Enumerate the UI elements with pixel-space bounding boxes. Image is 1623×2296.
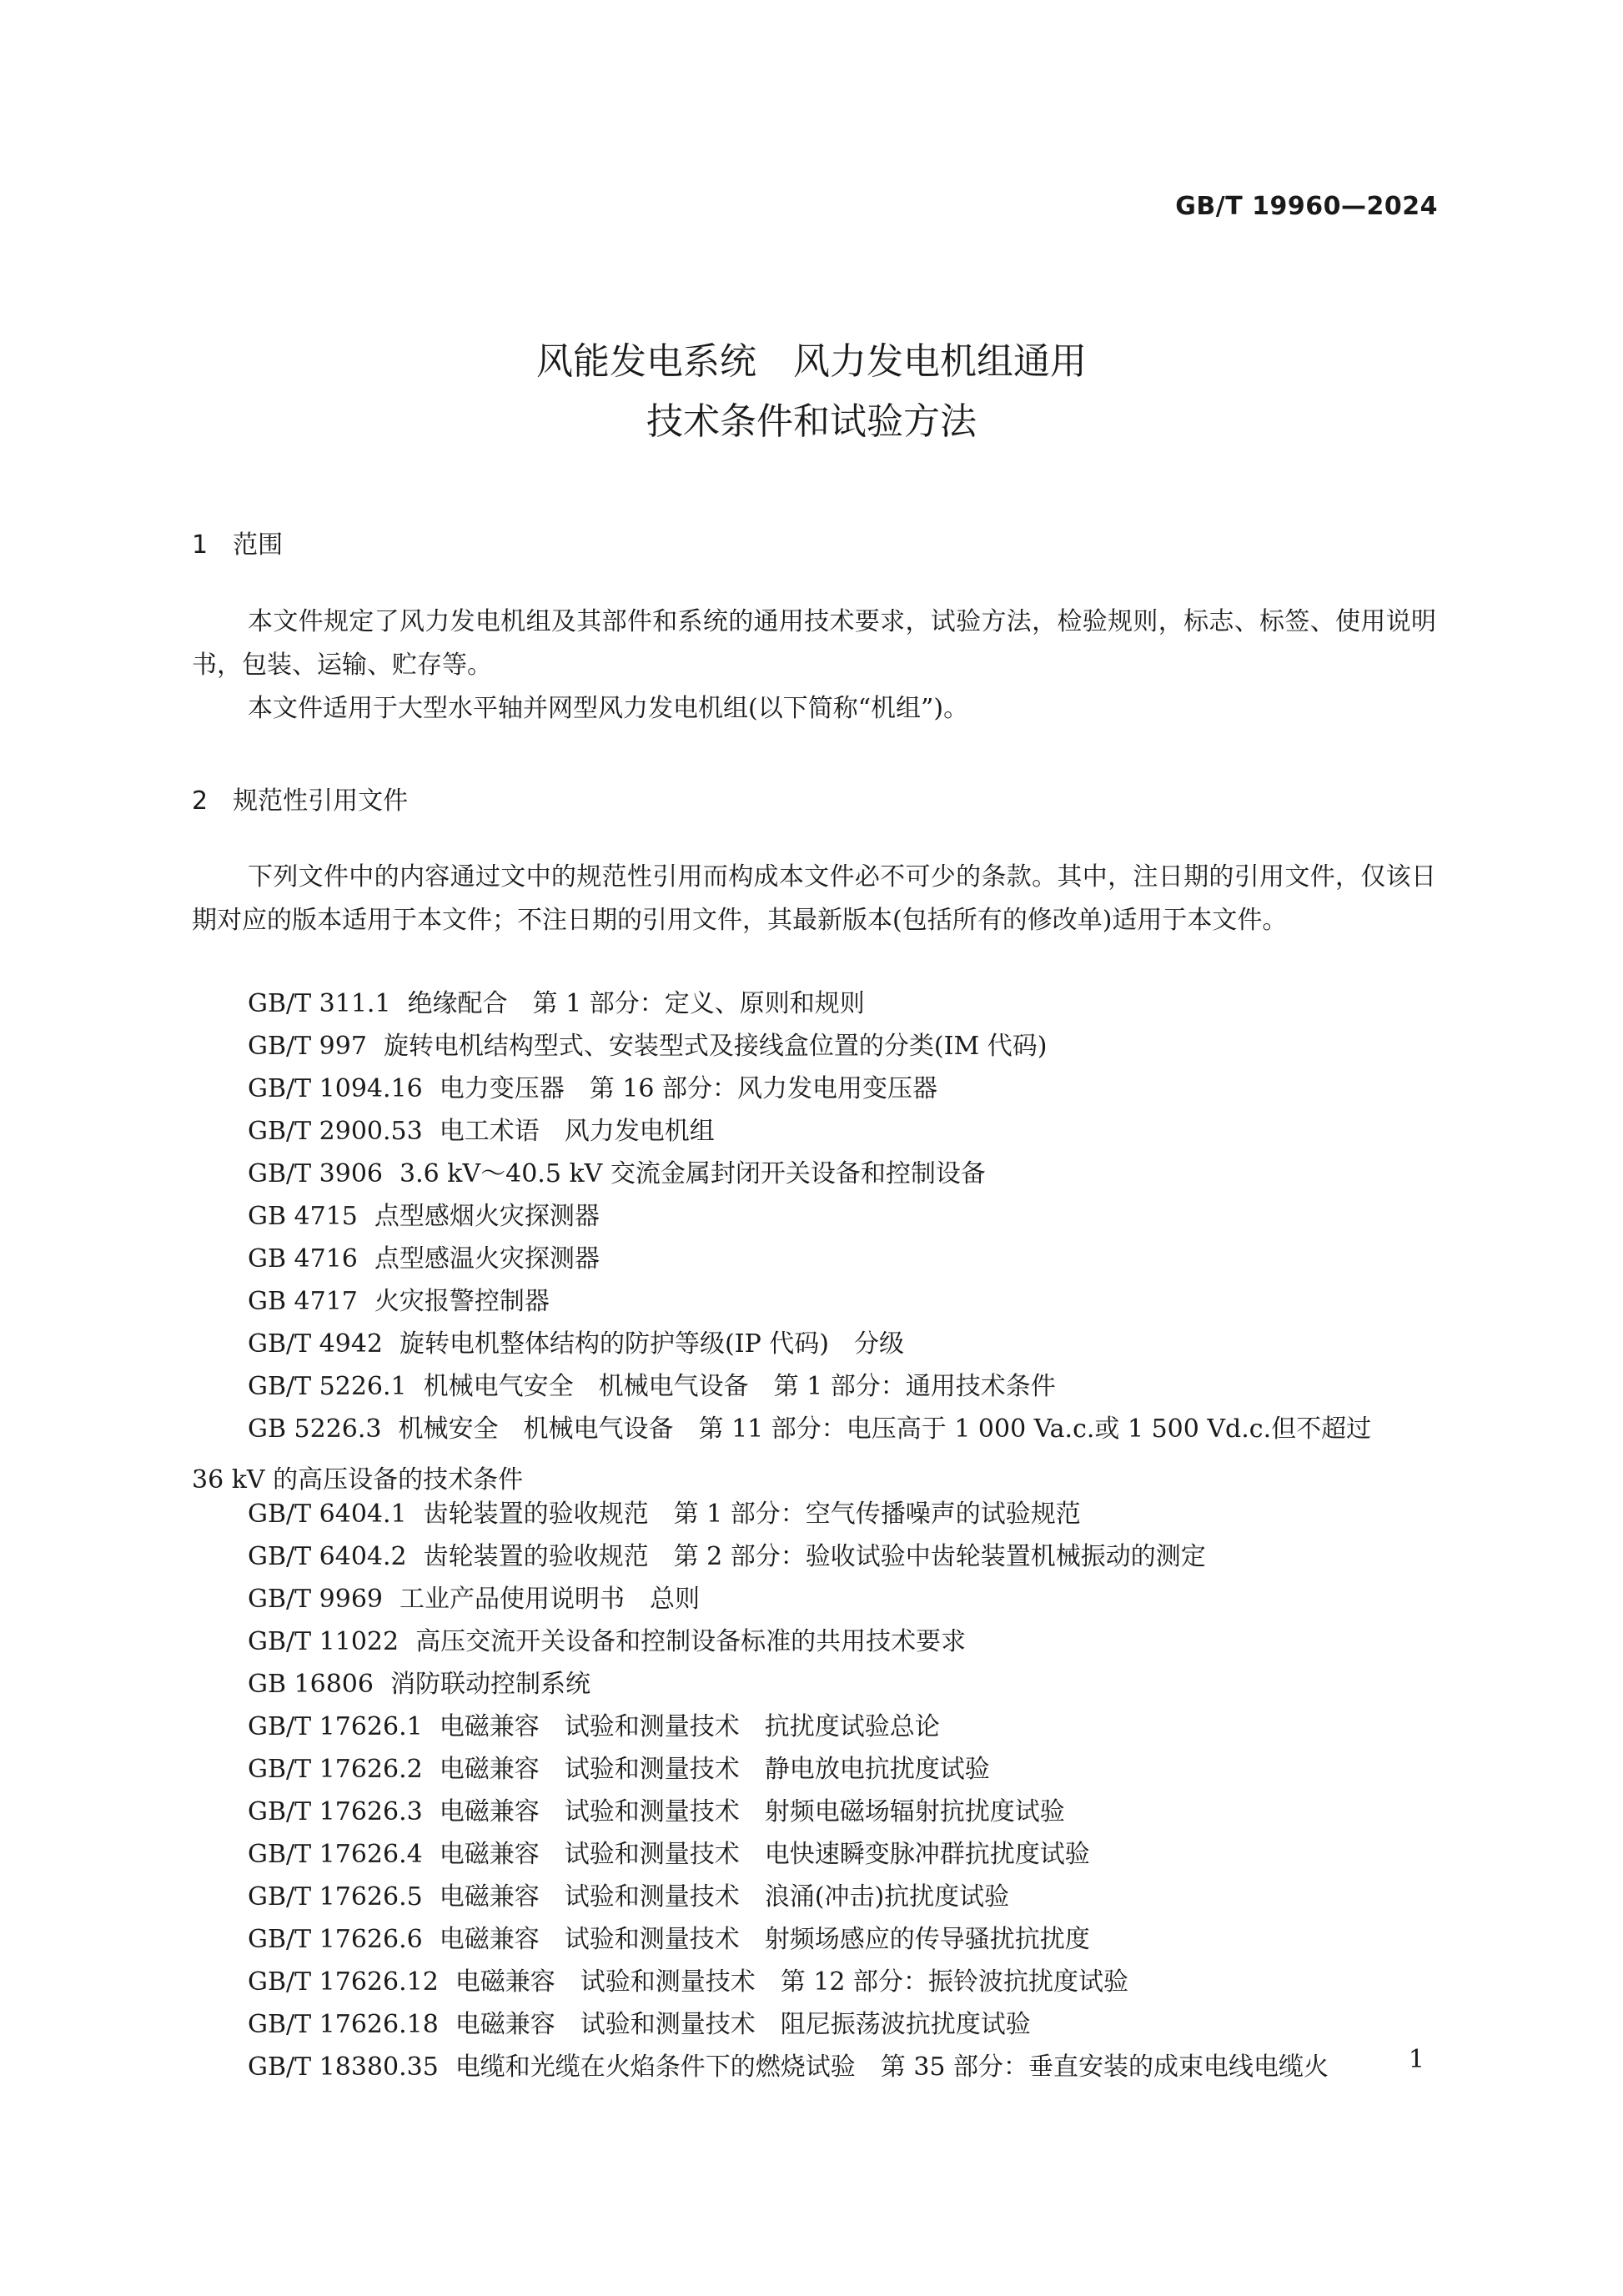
reference-item	[248, 1408, 1371, 1451]
reference-code: GB/T 18380.35	[248, 2052, 439, 2082]
reference-item	[248, 1620, 966, 1664]
reference-item	[248, 2046, 1329, 2089]
reference-continuation: 36 kV 的高压设备的技术条件	[192, 1465, 524, 1495]
reference-title: 3.6 kV～40.5 kV 交流金属封闭开关设备和控制设备	[399, 1159, 986, 1188]
reference-title: 旋转电机整体结构的防护等级(IP 代码) 分级	[399, 1329, 904, 1359]
reference-item	[248, 1663, 590, 1706]
reference-code: GB/T 17626.3	[248, 1797, 423, 1826]
reference-code: GB/T 6404.1	[248, 1500, 407, 1529]
reference-item	[248, 1195, 600, 1238]
reference-title: 点型感烟火灾探测器	[374, 1202, 600, 1231]
reference-item	[248, 1153, 986, 1196]
reference-item	[248, 982, 865, 1026]
section-1-paragraph-2: 本文件适用于大型水平轴并网型风力发电机组(以下简称“机组”)。	[248, 694, 969, 723]
reference-item	[248, 1025, 1047, 1068]
reference-code: GB/T 2900.53	[248, 1117, 423, 1146]
reference-code: GB/T 4942	[248, 1329, 384, 1359]
reference-title: 电磁兼容 试验和测量技术 射频场感应的传导骚扰抗扰度	[439, 1925, 1090, 1954]
reference-item	[248, 1961, 1128, 2004]
reference-item	[248, 1323, 904, 1366]
reference-title: 旋转电机结构型式、安装型式及接线盒位置的分类(IM 代码)	[383, 1032, 1048, 1061]
reference-item	[248, 1706, 940, 1749]
reference-code: GB/T 17626.1	[248, 1712, 423, 1741]
reference-code: GB/T 17626.2	[248, 1755, 423, 1784]
reference-item	[248, 1833, 1090, 1876]
reference-code: GB 5226.3	[248, 1414, 382, 1444]
reference-title: 电磁兼容 试验和测量技术 浪涌(冲击)抗扰度试验	[439, 1882, 1010, 1912]
reference-title: 齿轮装置的验收规范 第 2 部分：验收试验中齿轮装置机械振动的测定	[423, 1542, 1206, 1571]
reference-title: 电磁兼容 试验和测量技术 阻尼振荡波抗扰度试验	[455, 2010, 1031, 2039]
standard-number: GB/T 19960—2024	[1175, 192, 1438, 221]
reference-title: 电磁兼容 试验和测量技术 抗扰度试验总论	[439, 1712, 940, 1741]
reference-code: GB 4717	[248, 1287, 358, 1316]
reference-item	[248, 1068, 937, 1111]
reference-item	[248, 2003, 1031, 2047]
reference-code: GB/T 3906	[248, 1159, 384, 1188]
reference-item	[248, 1748, 990, 1791]
reference-item	[248, 1535, 1206, 1579]
reference-title: 电磁兼容 试验和测量技术 静电放电抗扰度试验	[439, 1755, 990, 1784]
reference-item	[248, 1791, 1065, 1834]
title-line-1: 风能发电系统 风力发电机组通用	[536, 340, 1087, 383]
reference-item	[248, 1578, 700, 1621]
page-number: 1	[1408, 2045, 1425, 2074]
reference-item	[248, 1110, 715, 1153]
reference-item	[248, 1280, 550, 1324]
reference-title: 电磁兼容 试验和测量技术 电快速瞬变脉冲群抗扰度试验	[439, 1840, 1090, 1869]
reference-code: GB/T 17626.4	[248, 1840, 423, 1869]
reference-item	[248, 1493, 1081, 1536]
section-1-heading: 1 范围	[192, 530, 284, 560]
reference-title: 火灾报警控制器	[374, 1287, 550, 1316]
reference-title: 消防联动控制系统	[389, 1670, 590, 1699]
reference-title: 工业产品使用说明书 总则	[399, 1585, 701, 1614]
reference-item	[248, 1365, 1056, 1409]
reference-title: 机械安全 机械电气设备 第 11 部分：电压高于 1 000 Va.c.或 1 500 Vd.c.但不超过	[398, 1414, 1372, 1444]
reference-title: 电磁兼容 试验和测量技术 第 12 部分：振铃波抗扰度试验	[455, 1967, 1129, 1997]
reference-code: GB/T 5226.1	[248, 1372, 407, 1401]
reference-code: GB/T 17626.6	[248, 1925, 423, 1954]
reference-title: 电工术语 风力发电机组	[439, 1117, 715, 1146]
reference-code: GB/T 17626.18	[248, 2010, 439, 2039]
reference-code: GB/T 17626.12	[248, 1967, 439, 1997]
reference-title: 机械电气安全 机械电气设备 第 1 部分：通用技术条件	[423, 1372, 1056, 1401]
reference-item	[248, 1238, 600, 1281]
document-title	[0, 332, 1623, 452]
reference-title: 高压交流开关设备和控制设备标准的共用技术要求	[415, 1627, 967, 1656]
reference-code: GB/T 17626.5	[248, 1882, 423, 1912]
title-line-2: 技术条件和试验方法	[646, 400, 977, 443]
reference-title: 点型感温火灾探测器	[374, 1244, 600, 1274]
reference-code: GB/T 9969	[248, 1585, 384, 1614]
reference-code: GB/T 311.1	[248, 989, 391, 1018]
section-2-heading: 2 规范性引用文件	[192, 786, 409, 816]
reference-title: 电缆和光缆在火焰条件下的燃烧试验 第 35 部分：垂直安装的成束电线电缆火	[455, 2052, 1329, 2082]
reference-title: 齿轮装置的验收规范 第 1 部分：空气传播噪声的试验规范	[423, 1500, 1081, 1529]
reference-code: GB 4716	[248, 1244, 358, 1274]
reference-code: GB/T 11022	[248, 1627, 399, 1656]
reference-code: GB 16806	[248, 1670, 374, 1699]
reference-title: 绝缘配合 第 1 部分：定义、原则和规则	[407, 989, 865, 1018]
section-2-intro: 下列文件中的内容通过文中的规范性引用而构成本文件必不可少的条款。其中，注日期的引用文件，仅该日期对应的版本适用于本文件；不注日期的引用文件，其最新版本(包括所有的修改单)适用于本文件。	[192, 862, 1436, 935]
reference-code: GB/T 6404.2	[248, 1542, 407, 1571]
reference-title: 电力变压器 第 16 部分：风力发电用变压器	[439, 1074, 937, 1103]
reference-title: 电磁兼容 试验和测量技术 射频电磁场辐射抗扰度试验	[439, 1797, 1065, 1826]
reference-code: GB 4715	[248, 1202, 358, 1231]
reference-code: GB/T 997	[248, 1032, 367, 1061]
reference-item	[248, 1918, 1090, 1962]
section-1-paragraph-1: 本文件规定了风力发电机组及其部件和系统的通用技术要求，试验方法，检验规则，标志、标签、使用说明书，包装、运输、贮存等。	[192, 607, 1436, 680]
reference-code: GB/T 1094.16	[248, 1074, 423, 1103]
reference-item	[248, 1876, 1009, 1919]
